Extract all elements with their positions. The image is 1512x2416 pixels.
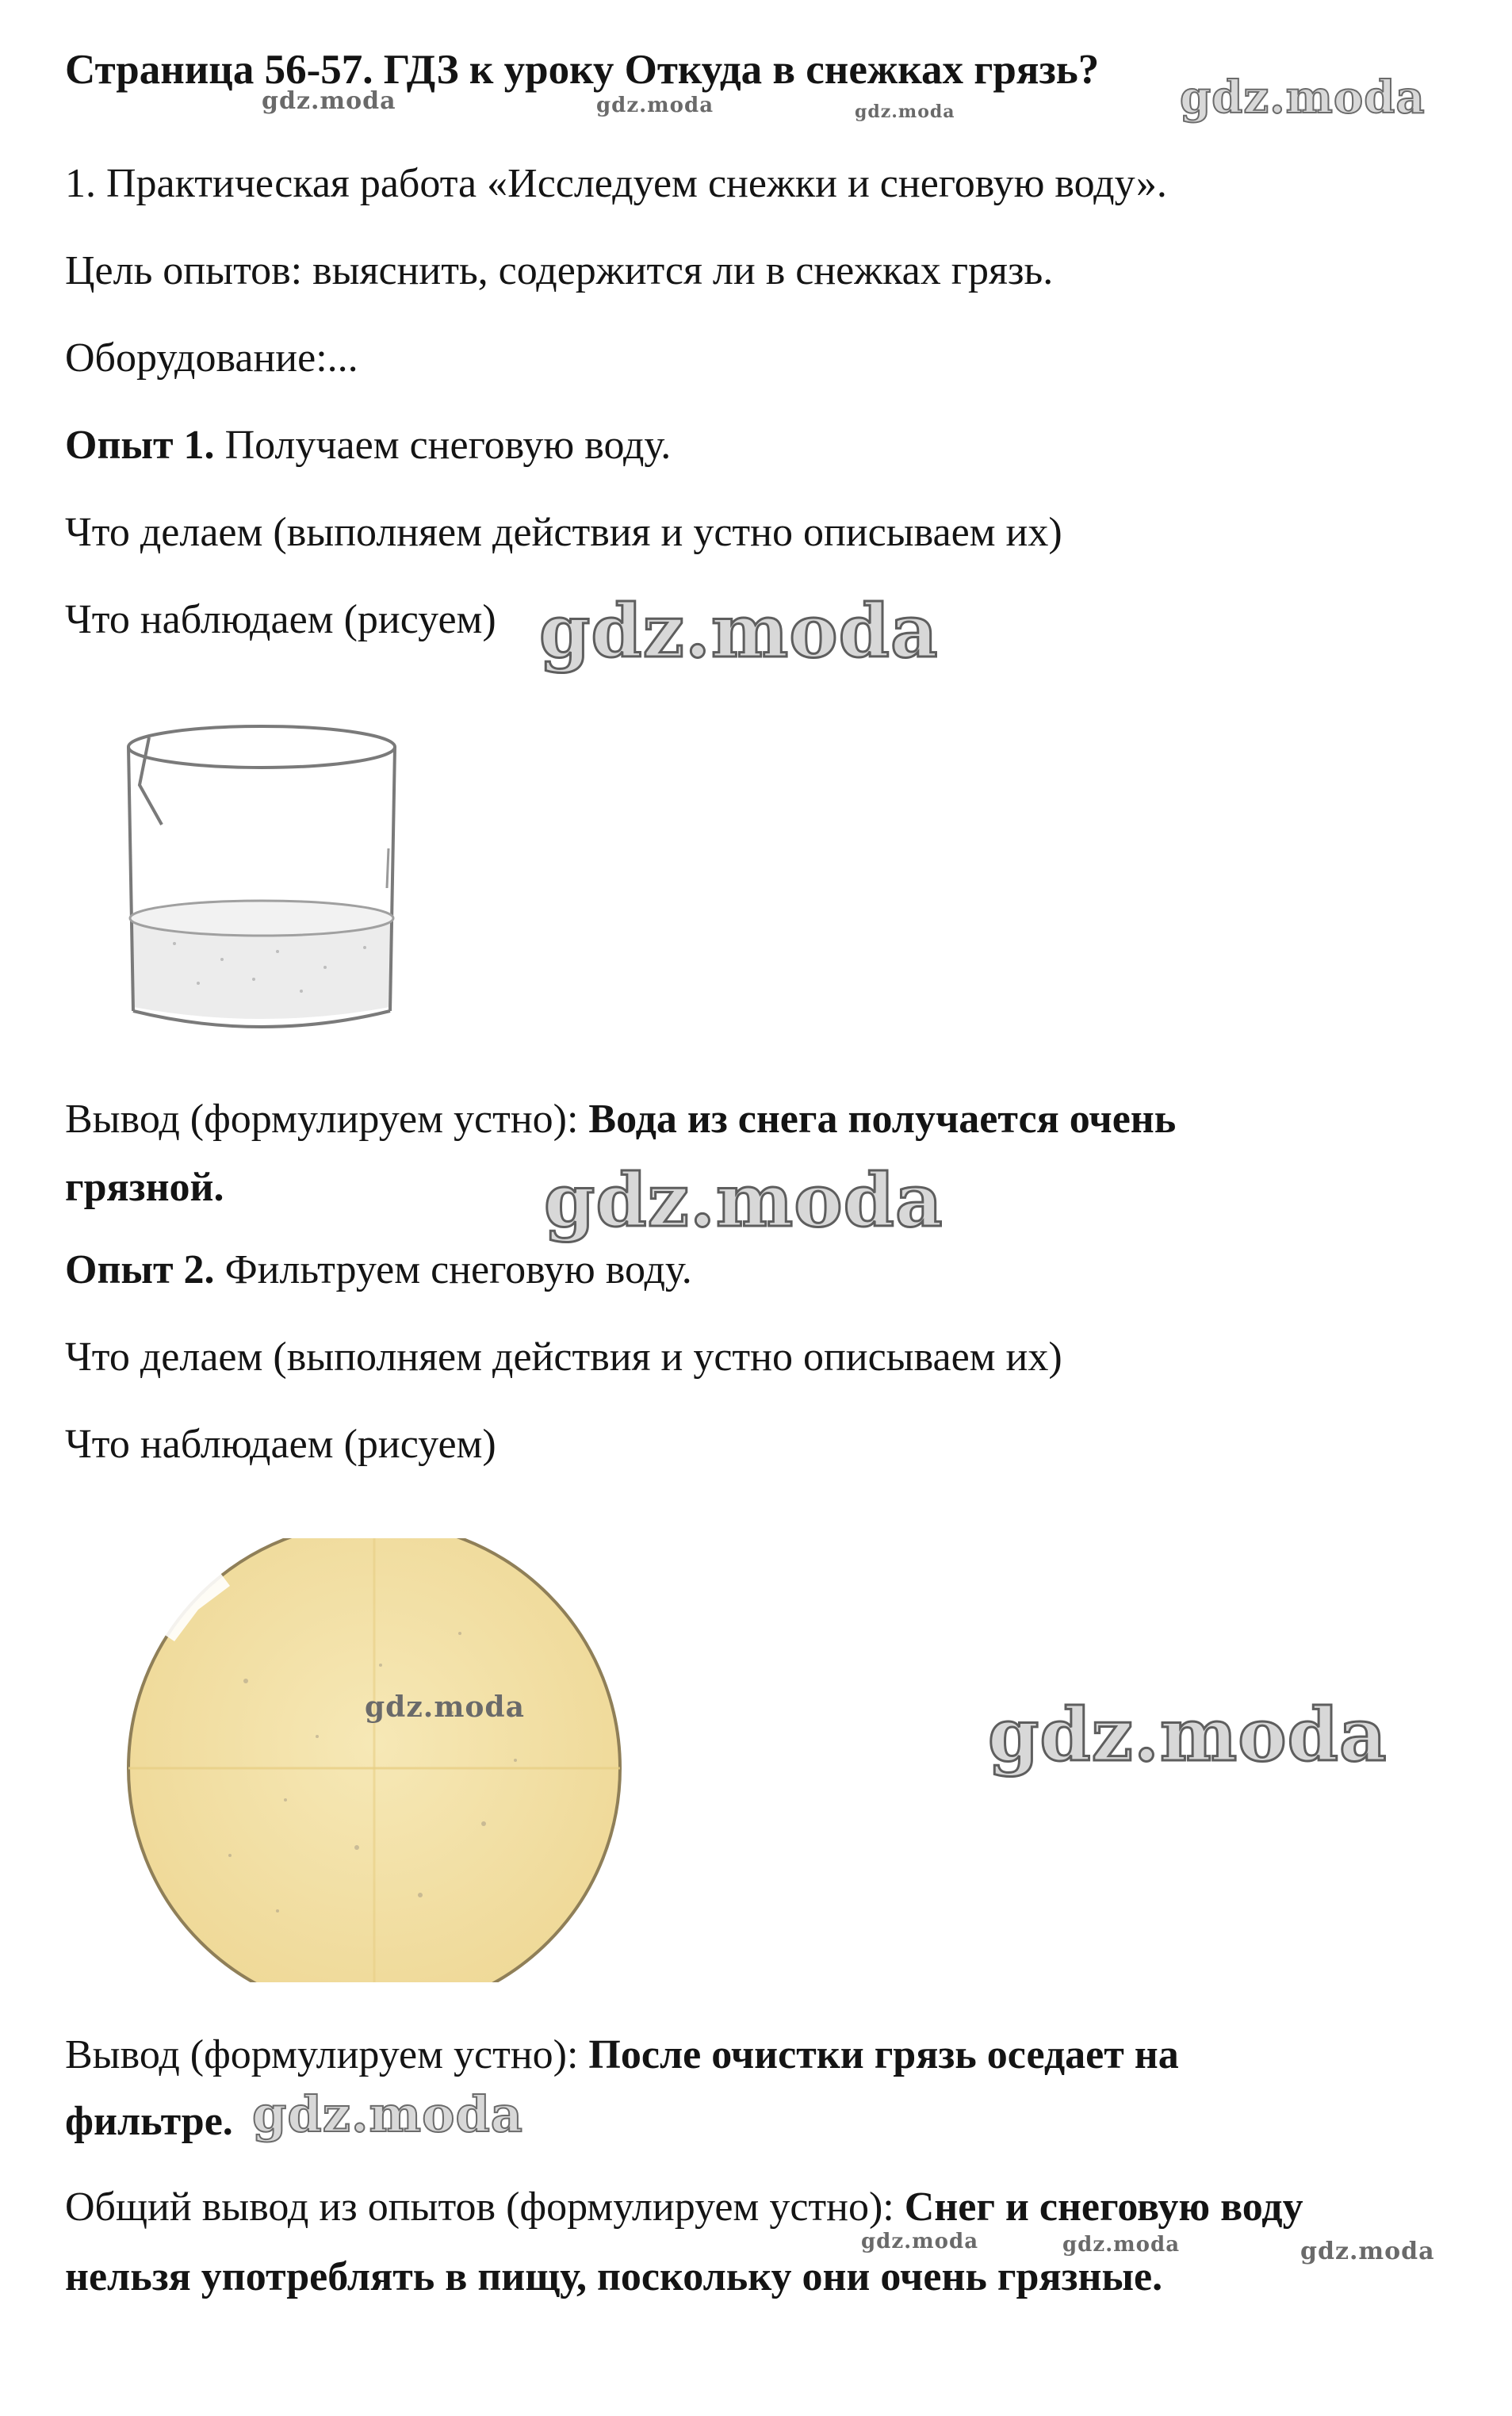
watermark: gdz.moda — [539, 588, 939, 674]
watermark: gdz.moda — [1062, 2233, 1181, 2257]
general-conclusion-prefix: Общий вывод из опытов (формулируем устно): — [65, 2184, 905, 2230]
watermark: gdz.moda — [1300, 2238, 1435, 2265]
watermark: gdz.moda — [252, 2085, 523, 2143]
general-conclusion-line-2: нельзя употреблять в пищу, поскольку они очень грязные. — [65, 2254, 1163, 2299]
experiment-2-observe: Что наблюдаем (рисуем) — [65, 1422, 496, 1467]
watermark: gdz.moda — [988, 1692, 1388, 1778]
experiment-1-conclusion-line-1 — [65, 1094, 1176, 1145]
experiment-2-text: Фильтруем снеговую воду. — [214, 1247, 692, 1292]
watermark: gdz.moda — [855, 101, 955, 122]
experiment-1-label: Опыт 1. — [65, 423, 215, 468]
watermark: gdz.moda — [262, 87, 396, 115]
experiment-2-label: Опыт 2. — [65, 1247, 215, 1292]
glass-of-snow-water-illustration — [111, 706, 412, 1055]
experiment-2-conclusion-prefix: Вывод (формулируем устно): — [65, 2032, 589, 2077]
experiment-2-conclusion-line-1 — [65, 2030, 1179, 2081]
experiment-2-conclusion-line-2: фильтре. — [65, 2099, 233, 2144]
watermark: gdz.moda — [596, 94, 714, 117]
experiment-2-doing: Что делаем (выполняем действия и устно описываем их) — [65, 1334, 1062, 1380]
experiment-1-conclusion-answer: Вода из снега получается очень — [588, 1097, 1177, 1142]
experiment-1-text: Получаем снеговую воду. — [214, 423, 672, 468]
task-heading: 1. Практическая работа «Исследуем снежки и снеговую воду». — [65, 161, 1167, 206]
watermark: gdz.moda — [365, 1690, 525, 1724]
page-title: Страница 56-57. ГДЗ к уроку Откуда в снежках грязь? — [65, 47, 1100, 93]
experiment-1-observe: Что наблюдаем (рисуем) — [65, 597, 496, 642]
goal-text: Цель опытов: выяснить, содержится ли в снежках грязь. — [65, 248, 1054, 293]
experiment-1-doing: Что делаем (выполняем действия и устно описываем их) — [65, 510, 1062, 555]
watermark: gdz.moda — [544, 1158, 944, 1243]
experiment-1-heading — [65, 420, 671, 471]
general-conclusion-answer-1: Снег и снеговую воду — [904, 2184, 1303, 2230]
general-conclusion-line-1 — [65, 2182, 1303, 2233]
experiment-2-heading — [65, 1245, 692, 1296]
filter-paper-illustration — [119, 1538, 626, 1982]
experiment-1-conclusion-line-2: грязной. — [65, 1165, 224, 1210]
equipment-text: Оборудование:... — [65, 335, 358, 381]
watermark: gdz.moda — [861, 2230, 979, 2253]
experiment-1-conclusion-prefix: Вывод (формулируем устно): — [65, 1097, 589, 1142]
watermark: gdz.moda — [1180, 71, 1426, 124]
experiment-2-conclusion-answer: После очистки грязь оседает на — [588, 2032, 1179, 2077]
